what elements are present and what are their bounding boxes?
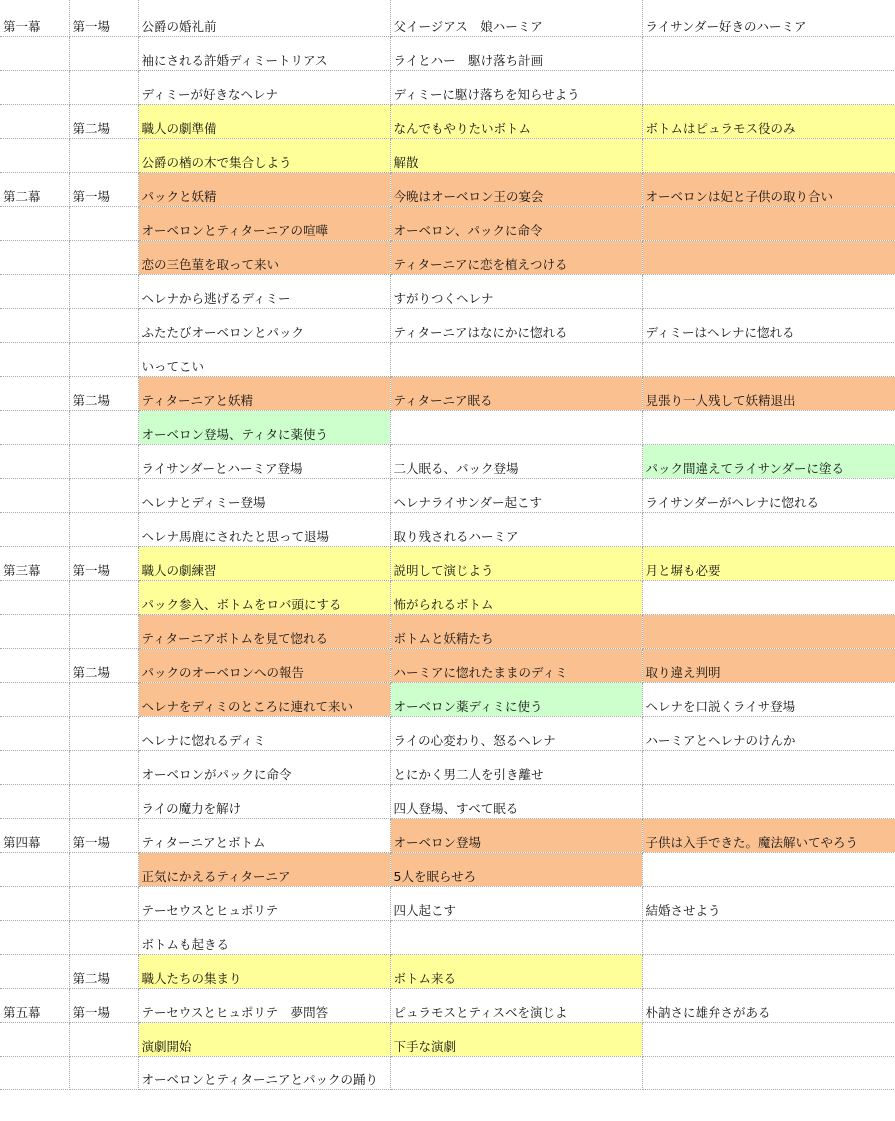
table-row [0, 818, 895, 852]
note-cell[interactable] [642, 172, 895, 206]
note-cell-text: 朴訥さに雄弁さがある [645, 1004, 771, 1020]
table-row [0, 376, 895, 410]
detail-cell-text: すがりつくヘレナ [393, 290, 494, 306]
detail-cell-text: ボトムと妖精たち [393, 630, 494, 646]
act-cell[interactable] [0, 1056, 69, 1089]
table-row [0, 410, 895, 444]
note-cell-text: ライサンダーがヘレナに惚れる [645, 494, 820, 510]
act-cell[interactable] [0, 886, 69, 920]
detail-cell[interactable] [390, 376, 642, 410]
event-cell[interactable] [138, 1056, 390, 1089]
scene-cell[interactable] [69, 70, 138, 104]
scene-cell[interactable] [69, 410, 138, 444]
scene-cell[interactable] [69, 852, 138, 886]
act-cell[interactable] [0, 750, 69, 784]
event-cell-text: ヘレナ馬鹿にされたと思って退場 [141, 528, 330, 544]
event-cell-text: 公爵の婚礼前 [141, 18, 217, 34]
event-cell[interactable] [138, 682, 390, 716]
scene-cell[interactable] [69, 104, 138, 138]
note-cell[interactable] [642, 36, 895, 70]
act-cell-text: 第一幕 [3, 18, 41, 34]
detail-cell[interactable] [390, 70, 642, 104]
event-cell[interactable] [138, 614, 390, 648]
act-cell[interactable] [0, 1022, 69, 1056]
event-cell-text: 職人たちの集まり [141, 970, 242, 986]
scene-cell-text: 第一場 [72, 18, 111, 34]
note-cell[interactable] [642, 682, 895, 716]
event-cell[interactable] [138, 954, 390, 988]
scene-cell[interactable] [69, 750, 138, 784]
detail-cell-text: ティターニアに恋を植えつける [393, 256, 568, 272]
scene-cell[interactable] [69, 0, 138, 36]
event-cell[interactable] [138, 138, 390, 172]
table-row [0, 954, 895, 988]
act-cell[interactable] [0, 410, 69, 444]
event-cell[interactable] [138, 444, 390, 478]
scene-cell[interactable] [69, 886, 138, 920]
event-cell-text: ふたたびオーベロンとパック [141, 324, 305, 340]
scene-cell[interactable] [69, 614, 138, 648]
detail-cell-text: 5人を眠らせろ [393, 868, 477, 884]
event-cell-text: テーセウスとヒュポリテ [141, 902, 279, 918]
detail-cell[interactable] [390, 886, 642, 920]
detail-cell[interactable] [390, 342, 642, 376]
event-cell[interactable] [138, 818, 390, 852]
event-cell-text: ライサンダーとハーミア登場 [141, 460, 303, 476]
note-cell-text: ライサンダー好きのハーミア [645, 18, 807, 34]
table-row [0, 70, 895, 104]
note-cell[interactable] [642, 0, 895, 36]
event-cell[interactable] [138, 716, 390, 750]
event-cell-text: ヘレナをディミのところに連れて来い [141, 698, 354, 714]
scene-cell[interactable] [69, 240, 138, 274]
detail-cell-text: とにかく男二人を引き離せ [393, 766, 544, 782]
note-cell-text: 子供は入手できた。魔法解いてやろう [645, 834, 859, 850]
event-cell-text: 職人の劇練習 [141, 562, 217, 578]
table-row [0, 1056, 895, 1089]
scene-cell[interactable] [69, 784, 138, 818]
scene-cell-text: 第一場 [72, 1004, 111, 1020]
detail-cell[interactable] [390, 818, 642, 852]
event-cell-text: パック参入、ボトムをロバ頭にする [141, 596, 342, 612]
note-cell[interactable] [642, 206, 895, 240]
event-cell[interactable] [138, 988, 390, 1022]
event-cell-text: ボトムも起きる [141, 936, 230, 952]
note-cell-text: ディミーはヘレナに惚れる [645, 324, 795, 340]
scene-cell[interactable] [69, 988, 138, 1022]
note-cell[interactable] [642, 274, 895, 308]
event-cell-text: テーセウスとヒュポリテ 夢問答 [141, 1004, 329, 1020]
detail-cell-text: ボトム来る [393, 970, 457, 986]
event-cell-text: ヘレナとディミー登場 [141, 494, 266, 510]
act-cell[interactable] [0, 274, 69, 308]
detail-cell-text: 怖がられるボトム [393, 596, 494, 612]
detail-cell[interactable] [390, 444, 642, 478]
note-cell[interactable] [642, 308, 895, 342]
event-cell[interactable] [138, 920, 390, 954]
table-row [0, 546, 895, 580]
act-cell-text: 第二幕 [3, 188, 41, 204]
note-cell[interactable] [642, 512, 895, 546]
note-cell[interactable] [642, 716, 895, 750]
note-cell-text: 結婚させよう [645, 902, 721, 918]
act-cell[interactable] [0, 716, 69, 750]
scene-cell-text: 第一場 [72, 188, 111, 204]
event-cell-text: ティターニアとボトム [141, 834, 266, 850]
scene-cell[interactable] [69, 172, 138, 206]
detail-cell[interactable] [390, 614, 642, 648]
note-cell-text: ヘレナを口説くライサ登場 [645, 698, 796, 714]
detail-cell[interactable] [390, 784, 642, 818]
table-row [0, 512, 895, 546]
table-row [0, 852, 895, 886]
act-cell-text [3, 1087, 69, 1089]
detail-cell-text: オーベロン薬ディミに使う [393, 698, 543, 714]
event-cell-text: パックと妖精 [141, 188, 217, 204]
act-cell[interactable] [0, 376, 69, 410]
act-cell[interactable] [0, 308, 69, 342]
scene-cell[interactable] [69, 138, 138, 172]
detail-cell[interactable] [390, 988, 642, 1022]
detail-cell-text: オーベロン登場 [393, 834, 482, 850]
act-cell[interactable] [0, 172, 69, 206]
table-row [0, 104, 895, 138]
event-cell-text: オーベロンがパックに命令 [141, 766, 292, 782]
note-cell[interactable] [642, 138, 895, 172]
table-row [0, 716, 895, 750]
note-cell-text: ハーミアとヘレナのけんか [645, 732, 796, 748]
note-cell[interactable] [642, 1022, 895, 1056]
note-cell[interactable] [642, 750, 895, 784]
detail-cell-text: 下手な演劇 [393, 1038, 457, 1054]
detail-cell-text: ヘレナライサンダー起こす [393, 494, 543, 510]
scene-cell[interactable] [69, 648, 138, 682]
detail-cell[interactable] [390, 206, 642, 240]
table-row [0, 240, 895, 274]
scene-cell[interactable] [69, 716, 138, 750]
detail-cell-text: ティターニアはなにかに惚れる [393, 324, 568, 340]
act-cell[interactable] [0, 920, 69, 954]
detail-cell-text: ライの心変わり、怒るヘレナ [393, 732, 556, 748]
detail-cell[interactable] [390, 512, 642, 546]
act-cell[interactable] [0, 648, 69, 682]
scene-cell[interactable] [69, 444, 138, 478]
table-row [0, 274, 895, 308]
scene-cell[interactable] [69, 954, 138, 988]
detail-cell[interactable] [390, 1022, 642, 1056]
detail-cell[interactable] [390, 1056, 642, 1089]
event-cell-text: パックのオーベロンへの報告 [141, 664, 305, 680]
detail-cell[interactable] [390, 172, 642, 206]
detail-cell-text: 四人登場、すべて眠る [393, 800, 519, 816]
act-cell[interactable] [0, 546, 69, 580]
detail-cell-text: ティターニア眠る [393, 392, 493, 408]
event-cell-text: オーベロン登場、ティタに薬使う [141, 426, 329, 442]
note-cell-text: ボトムはピュラモス役のみ [645, 120, 796, 136]
event-cell[interactable] [138, 784, 390, 818]
note-cell[interactable] [642, 954, 895, 988]
note-cell[interactable] [642, 240, 895, 274]
table-row [0, 478, 895, 512]
table-row [0, 308, 895, 342]
detail-cell[interactable] [390, 308, 642, 342]
scene-cell-text: 第一場 [72, 562, 111, 578]
event-cell[interactable] [138, 478, 390, 512]
table-row [0, 682, 895, 716]
detail-cell[interactable] [390, 274, 642, 308]
table-row [0, 580, 895, 614]
act-cell-text: 第五幕 [3, 1004, 41, 1020]
event-cell-text: 正気にかえるティターニア [141, 868, 291, 884]
act-cell[interactable] [0, 614, 69, 648]
table-row [0, 342, 895, 376]
scene-cell-text [73, 1087, 138, 1089]
note-cell[interactable] [642, 920, 895, 954]
note-cell[interactable] [642, 580, 895, 614]
event-cell[interactable] [138, 546, 390, 580]
detail-cell[interactable] [390, 954, 642, 988]
table-row [0, 614, 895, 648]
act-cell[interactable] [0, 954, 69, 988]
table-row [0, 1022, 895, 1056]
scene-cell[interactable] [69, 1022, 138, 1056]
event-cell[interactable] [138, 1022, 390, 1056]
detail-cell-text: ライとハー 駆け落ち計画 [393, 52, 544, 68]
scene-cell[interactable] [69, 36, 138, 70]
table-row [0, 886, 895, 920]
note-cell[interactable] [642, 784, 895, 818]
detail-cell[interactable] [390, 750, 642, 784]
scene-cell[interactable] [69, 512, 138, 546]
event-cell[interactable] [138, 852, 390, 886]
detail-cell[interactable] [390, 920, 642, 954]
event-cell-text: 演劇開始 [141, 1038, 192, 1054]
note-cell[interactable] [642, 104, 895, 138]
event-cell-text: オーベロンとティターニアの喧嘩 [141, 222, 329, 238]
act-cell[interactable] [0, 0, 69, 36]
note-cell[interactable] [642, 410, 895, 444]
note-cell[interactable] [642, 1056, 895, 1089]
event-cell[interactable] [138, 70, 390, 104]
detail-cell[interactable] [390, 852, 642, 886]
detail-cell[interactable] [390, 0, 642, 36]
detail-cell-text: なんでもやりたいボトム [393, 120, 532, 136]
event-cell-text: いってこい [141, 358, 205, 374]
note-cell[interactable] [642, 988, 895, 1022]
act-cell[interactable] [0, 818, 69, 852]
note-cell[interactable] [642, 818, 895, 852]
event-cell[interactable] [138, 206, 390, 240]
event-cell[interactable] [138, 580, 390, 614]
detail-cell[interactable] [390, 716, 642, 750]
event-cell[interactable] [138, 308, 390, 342]
scene-cell[interactable] [69, 308, 138, 342]
scene-cell-text: 第二場 [72, 392, 111, 408]
scene-cell[interactable] [69, 682, 138, 716]
event-cell[interactable] [138, 512, 390, 546]
note-cell-text: 見張り一人残して妖精退出 [645, 392, 796, 408]
event-cell[interactable] [138, 750, 390, 784]
detail-cell-text: 解散 [393, 154, 419, 170]
table-row [0, 750, 895, 784]
scene-cell[interactable] [69, 546, 138, 580]
detail-cell-text: ピュラモスとティスベを演じよ [393, 1004, 568, 1020]
scene-cell[interactable] [69, 580, 138, 614]
detail-cell-text: オーベロン、パックに命令 [393, 222, 543, 238]
note-cell-text [646, 1087, 895, 1089]
detail-cell[interactable] [390, 682, 642, 716]
note-cell[interactable] [642, 648, 895, 682]
detail-cell-text: 二人眠る、パック登場 [393, 460, 519, 476]
event-cell[interactable] [138, 240, 390, 274]
table-row [0, 988, 895, 1022]
table-row [0, 920, 895, 954]
scene-cell[interactable] [69, 342, 138, 376]
note-cell-text: オーベロンは妃と子供の取り合い [645, 188, 834, 204]
table-row [0, 444, 895, 478]
note-cell-text: 月と塀も必要 [645, 562, 721, 578]
table-row [0, 138, 895, 172]
event-cell-text: 袖にされる許婚ディミートリアス [141, 52, 328, 68]
act-cell[interactable] [0, 784, 69, 818]
scene-cell[interactable] [69, 206, 138, 240]
act-cell[interactable] [0, 444, 69, 478]
table-row [0, 0, 895, 36]
scene-cell-text: 第二場 [72, 120, 111, 136]
note-cell[interactable] [642, 444, 895, 478]
event-cell-text: オーベロンとティターニアとパックの踊り [141, 1071, 379, 1087]
detail-cell-text: ハーミアに惚れたままのディミ [393, 664, 568, 680]
event-cell[interactable] [138, 0, 390, 36]
act-cell-text: 第四幕 [3, 834, 41, 850]
act-cell[interactable] [0, 580, 69, 614]
detail-cell[interactable] [390, 138, 642, 172]
detail-cell[interactable] [390, 648, 642, 682]
detail-cell-text: 取り残されるハーミア [393, 528, 519, 544]
detail-cell-text: ディミーに駆け落ちを知らせよう [393, 86, 580, 102]
scene-cell[interactable] [69, 274, 138, 308]
detail-cell[interactable] [390, 478, 642, 512]
detail-cell-text: 今晩はオーベロン王の宴会 [393, 188, 544, 204]
note-cell[interactable] [642, 614, 895, 648]
scene-cell[interactable] [69, 376, 138, 410]
note-cell-text: 取り違え判明 [645, 664, 721, 680]
act-cell[interactable] [0, 478, 69, 512]
act-cell[interactable] [0, 206, 69, 240]
event-cell-text: ライの魔力を解け [141, 800, 242, 816]
event-cell[interactable] [138, 172, 390, 206]
note-cell[interactable] [642, 546, 895, 580]
act-cell[interactable] [0, 240, 69, 274]
event-cell[interactable] [138, 376, 390, 410]
act-cell-text: 第三幕 [3, 562, 41, 578]
table-row [0, 36, 895, 70]
scene-cell[interactable] [69, 920, 138, 954]
act-cell[interactable] [0, 682, 69, 716]
scene-cell-text: 第二場 [72, 664, 111, 680]
act-cell[interactable] [0, 852, 69, 886]
event-cell-text: ディミーが好きなヘレナ [141, 86, 279, 102]
event-cell[interactable] [138, 36, 390, 70]
event-cell-text: ヘレナに惚れるディミ [141, 732, 266, 748]
table-row [0, 648, 895, 682]
detail-cell[interactable] [390, 240, 642, 274]
event-cell[interactable] [138, 886, 390, 920]
event-cell-text: ティターニアボトムを見て惚れる [141, 630, 329, 646]
event-cell[interactable] [138, 410, 390, 444]
detail-cell-text [394, 1087, 642, 1089]
event-cell-text: 職人の劇準備 [141, 120, 217, 136]
event-cell-text: 公爵の楢の木で集合しよう [141, 154, 292, 170]
note-cell[interactable] [642, 376, 895, 410]
detail-cell[interactable] [390, 580, 642, 614]
detail-cell[interactable] [390, 546, 642, 580]
detail-cell[interactable] [390, 36, 642, 70]
event-cell-text: ヘレナから逃げるディミー [141, 290, 291, 306]
act-cell[interactable] [0, 36, 69, 70]
event-cell[interactable] [138, 342, 390, 376]
note-cell[interactable] [642, 342, 895, 376]
detail-cell[interactable] [390, 104, 642, 138]
scene-cell[interactable] [69, 1056, 138, 1089]
scene-cell[interactable] [69, 818, 138, 852]
event-cell-text: 恋の三色菫を取って来い [141, 256, 280, 272]
table-row [0, 784, 895, 818]
note-cell[interactable] [642, 886, 895, 920]
act-cell[interactable] [0, 342, 69, 376]
note-cell-text: パック間違えてライサンダーに塗る [645, 460, 845, 476]
act-cell[interactable] [0, 988, 69, 1022]
detail-cell-text: 四人起こす [393, 902, 457, 918]
scene-cell-text: 第二場 [72, 970, 111, 986]
table-row [0, 172, 895, 206]
act-cell[interactable] [0, 138, 69, 172]
act-cell[interactable] [0, 70, 69, 104]
detail-cell-text: 父イージアス 娘ハーミア [393, 18, 543, 34]
act-cell[interactable] [0, 512, 69, 546]
detail-cell[interactable] [390, 410, 642, 444]
note-cell[interactable] [642, 478, 895, 512]
scene-cell[interactable] [69, 478, 138, 512]
detail-cell-text: 説明して演じよう [393, 562, 494, 578]
event-cell-text: ティターニアと妖精 [141, 392, 254, 408]
scene-cell-text: 第一場 [72, 834, 111, 850]
event-cell[interactable] [138, 274, 390, 308]
event-cell[interactable] [138, 104, 390, 138]
act-cell[interactable] [0, 104, 69, 138]
note-cell[interactable] [642, 852, 895, 886]
note-cell[interactable] [642, 70, 895, 104]
event-cell[interactable] [138, 648, 390, 682]
table-row [0, 206, 895, 240]
